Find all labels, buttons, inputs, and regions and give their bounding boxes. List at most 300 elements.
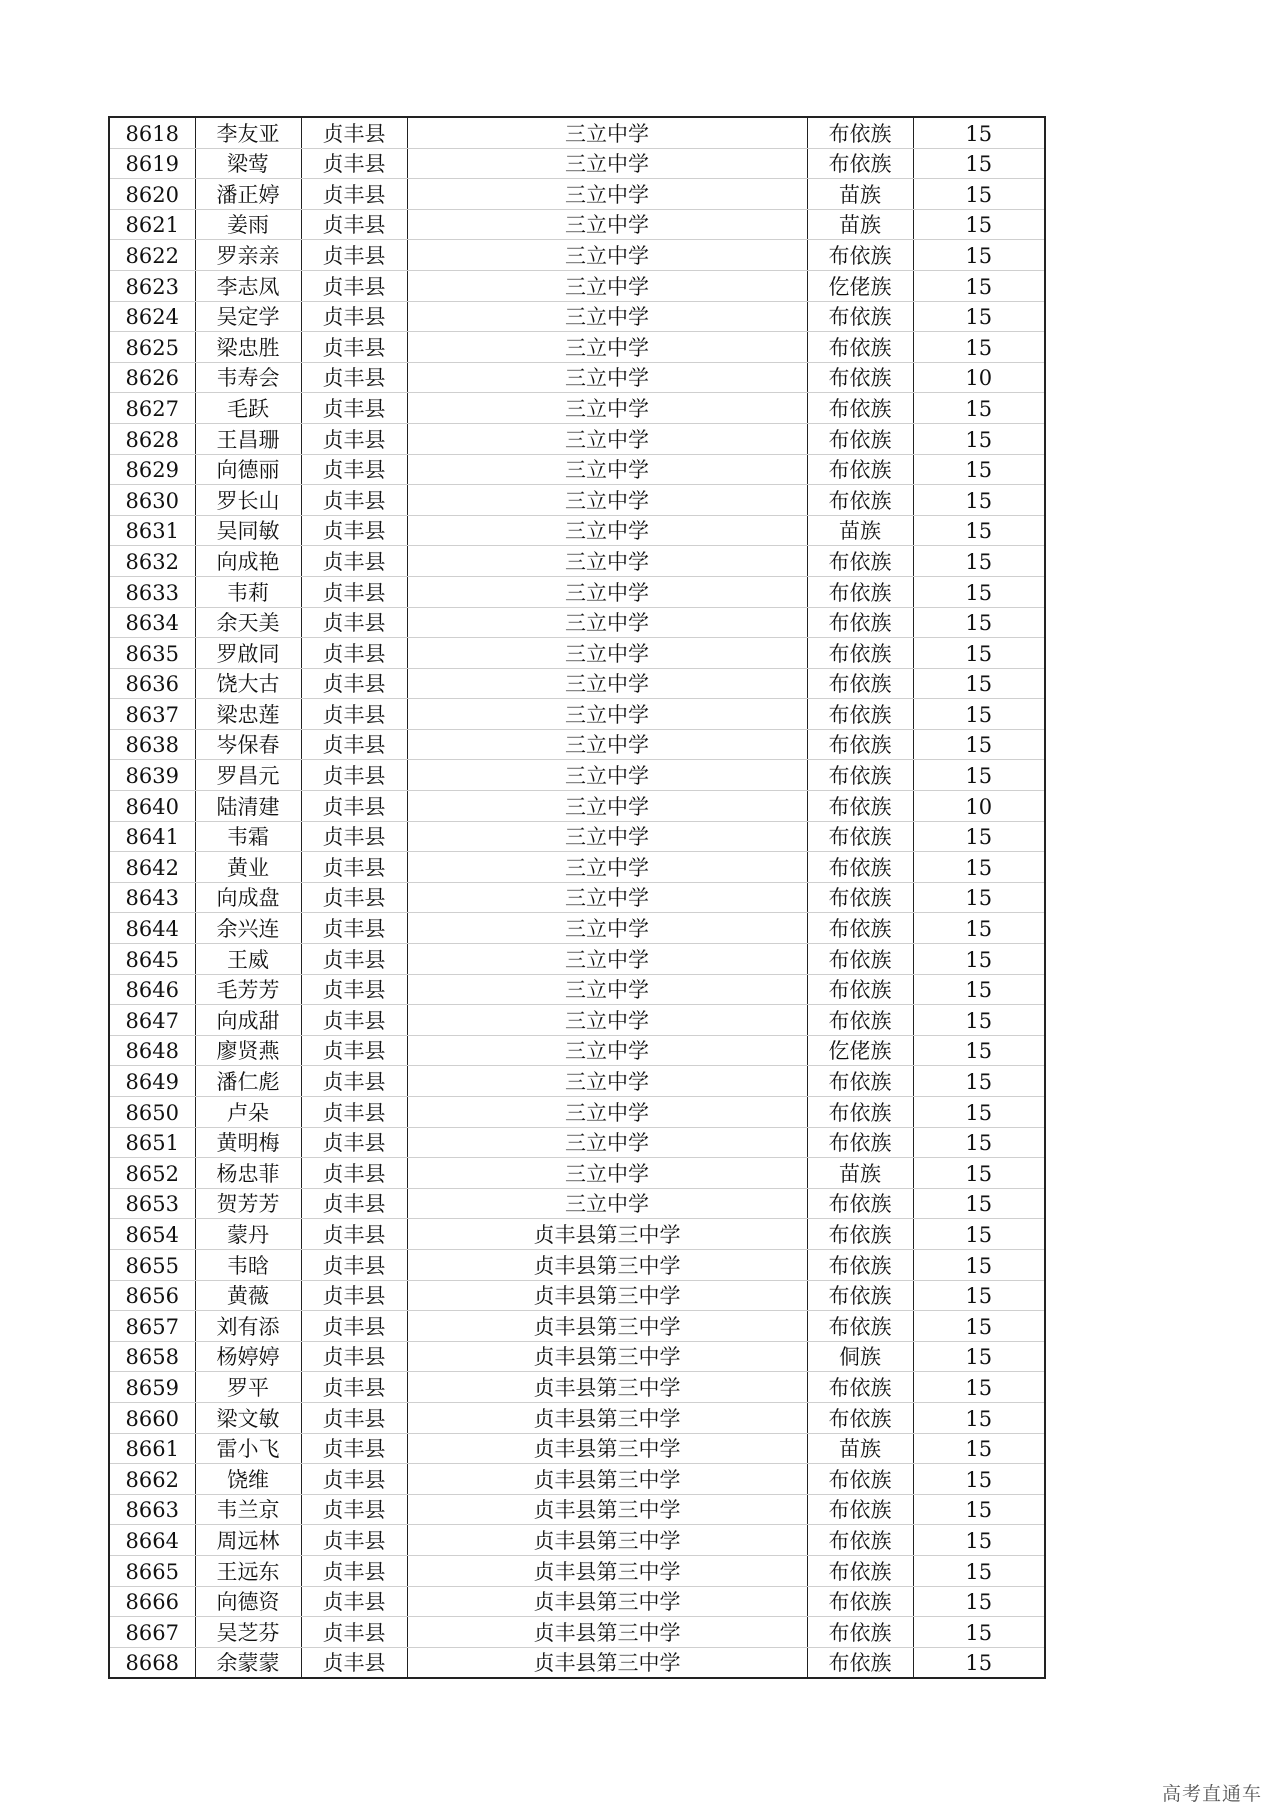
table-row <box>109 1586 1045 1617</box>
county-cell: 贞丰县 <box>301 638 407 669</box>
school-cell: 贞丰县第三中学 <box>407 1372 807 1403</box>
school-cell: 三立中学 <box>407 332 807 363</box>
row-number-cell: 8642 <box>109 852 195 883</box>
row-number-cell: 8632 <box>109 546 195 577</box>
ethnicity-cell: 苗族 <box>807 209 913 240</box>
student-name-cell: 韦兰京 <box>195 1494 301 1525</box>
school-cell: 贞丰县第三中学 <box>407 1311 807 1342</box>
ethnicity-cell: 布依族 <box>807 1372 913 1403</box>
student-name-cell: 杨忠菲 <box>195 1158 301 1189</box>
school-cell: 三立中学 <box>407 944 807 975</box>
ethnicity-cell: 布依族 <box>807 913 913 944</box>
score-cell: 15 <box>913 423 1045 454</box>
row-number-cell: 8619 <box>109 148 195 179</box>
student-list-table <box>108 116 1046 1679</box>
school-cell: 三立中学 <box>407 1158 807 1189</box>
county-cell: 贞丰县 <box>301 699 407 730</box>
row-number-cell: 8621 <box>109 209 195 240</box>
school-cell: 三立中学 <box>407 821 807 852</box>
table-row <box>109 1005 1045 1036</box>
table-row <box>109 944 1045 975</box>
score-cell: 15 <box>913 607 1045 638</box>
score-cell: 15 <box>913 515 1045 546</box>
county-cell: 贞丰县 <box>301 1158 407 1189</box>
row-number-cell: 8644 <box>109 913 195 944</box>
school-cell: 三立中学 <box>407 607 807 638</box>
ethnicity-cell: 布依族 <box>807 1494 913 1525</box>
score-cell: 15 <box>913 1372 1045 1403</box>
ethnicity-cell: 布依族 <box>807 699 913 730</box>
ethnicity-cell: 布依族 <box>807 729 913 760</box>
table-row <box>109 1249 1045 1280</box>
ethnicity-cell: 布依族 <box>807 1464 913 1495</box>
county-cell: 贞丰县 <box>301 209 407 240</box>
county-cell: 贞丰县 <box>301 1647 407 1678</box>
row-number-cell: 8643 <box>109 882 195 913</box>
ethnicity-cell: 布依族 <box>807 1617 913 1648</box>
county-cell: 贞丰县 <box>301 1525 407 1556</box>
school-cell: 三立中学 <box>407 515 807 546</box>
ethnicity-cell: 布依族 <box>807 607 913 638</box>
county-cell: 贞丰县 <box>301 301 407 332</box>
ethnicity-cell: 布依族 <box>807 1219 913 1250</box>
student-name-cell: 吴芝芬 <box>195 1617 301 1648</box>
student-name-cell: 王威 <box>195 944 301 975</box>
row-number-cell: 8631 <box>109 515 195 546</box>
score-cell: 15 <box>913 454 1045 485</box>
school-cell: 贞丰县第三中学 <box>407 1433 807 1464</box>
score-cell: 15 <box>913 1494 1045 1525</box>
student-name-cell: 黄业 <box>195 852 301 883</box>
student-name-cell: 向德资 <box>195 1586 301 1617</box>
student-name-cell: 梁忠莲 <box>195 699 301 730</box>
table-row <box>109 1433 1045 1464</box>
row-number-cell: 8622 <box>109 240 195 271</box>
ethnicity-cell: 布依族 <box>807 821 913 852</box>
ethnicity-cell: 布依族 <box>807 332 913 363</box>
student-name-cell: 杨婷婷 <box>195 1341 301 1372</box>
county-cell: 贞丰县 <box>301 1586 407 1617</box>
table-row <box>109 1402 1045 1433</box>
student-name-cell: 韦霜 <box>195 821 301 852</box>
table-row <box>109 638 1045 669</box>
ethnicity-cell: 布依族 <box>807 1249 913 1280</box>
student-name-cell: 韦莉 <box>195 576 301 607</box>
student-name-cell: 毛芳芳 <box>195 974 301 1005</box>
ethnicity-cell: 布依族 <box>807 1311 913 1342</box>
county-cell: 贞丰县 <box>301 393 407 424</box>
score-cell: 15 <box>913 546 1045 577</box>
county-cell: 贞丰县 <box>301 1433 407 1464</box>
school-cell: 三立中学 <box>407 791 807 822</box>
ethnicity-cell: 布依族 <box>807 1005 913 1036</box>
student-name-cell: 黄薇 <box>195 1280 301 1311</box>
score-cell: 15 <box>913 944 1045 975</box>
student-name-cell: 罗昌元 <box>195 760 301 791</box>
row-number-cell: 8650 <box>109 1097 195 1128</box>
county-cell: 贞丰县 <box>301 423 407 454</box>
student-name-cell: 刘有添 <box>195 1311 301 1342</box>
ethnicity-cell: 仡佬族 <box>807 1035 913 1066</box>
table-row <box>109 1341 1045 1372</box>
table-row <box>109 607 1045 638</box>
county-cell: 贞丰县 <box>301 546 407 577</box>
student-name-cell: 韦寿会 <box>195 362 301 393</box>
table-row <box>109 1035 1045 1066</box>
table-row <box>109 423 1045 454</box>
school-cell: 三立中学 <box>407 1188 807 1219</box>
row-number-cell: 8634 <box>109 607 195 638</box>
row-number-cell: 8663 <box>109 1494 195 1525</box>
ethnicity-cell: 苗族 <box>807 1433 913 1464</box>
school-cell: 三立中学 <box>407 1035 807 1066</box>
ethnicity-cell: 布依族 <box>807 974 913 1005</box>
school-cell: 三立中学 <box>407 760 807 791</box>
ethnicity-cell: 布依族 <box>807 1402 913 1433</box>
ethnicity-cell: 布依族 <box>807 791 913 822</box>
table-row <box>109 179 1045 210</box>
ethnicity-cell: 布依族 <box>807 148 913 179</box>
score-cell: 15 <box>913 1586 1045 1617</box>
score-cell: 15 <box>913 332 1045 363</box>
school-cell: 三立中学 <box>407 913 807 944</box>
student-name-cell: 潘仁彪 <box>195 1066 301 1097</box>
row-number-cell: 8649 <box>109 1066 195 1097</box>
score-cell: 15 <box>913 699 1045 730</box>
ethnicity-cell: 布依族 <box>807 852 913 883</box>
score-cell: 15 <box>913 1097 1045 1128</box>
school-cell: 三立中学 <box>407 729 807 760</box>
ethnicity-cell: 布依族 <box>807 882 913 913</box>
table-row <box>109 1372 1045 1403</box>
ethnicity-cell: 布依族 <box>807 760 913 791</box>
school-cell: 三立中学 <box>407 974 807 1005</box>
county-cell: 贞丰县 <box>301 1097 407 1128</box>
ethnicity-cell: 布依族 <box>807 1525 913 1556</box>
score-cell: 15 <box>913 638 1045 669</box>
county-cell: 贞丰县 <box>301 607 407 638</box>
row-number-cell: 8651 <box>109 1127 195 1158</box>
school-cell: 贞丰县第三中学 <box>407 1494 807 1525</box>
county-cell: 贞丰县 <box>301 485 407 516</box>
score-cell: 15 <box>913 270 1045 301</box>
school-cell: 三立中学 <box>407 454 807 485</box>
score-cell: 15 <box>913 974 1045 1005</box>
student-name-cell: 贺芳芳 <box>195 1188 301 1219</box>
table-row <box>109 1311 1045 1342</box>
student-name-cell: 李友亚 <box>195 117 301 148</box>
student-name-cell: 卢朵 <box>195 1097 301 1128</box>
school-cell: 三立中学 <box>407 576 807 607</box>
ethnicity-cell: 布依族 <box>807 576 913 607</box>
ethnicity-cell: 布依族 <box>807 485 913 516</box>
school-cell: 三立中学 <box>407 301 807 332</box>
county-cell: 贞丰县 <box>301 1617 407 1648</box>
ethnicity-cell: 苗族 <box>807 179 913 210</box>
school-cell: 三立中学 <box>407 485 807 516</box>
student-name-cell: 王昌珊 <box>195 423 301 454</box>
table-row <box>109 576 1045 607</box>
county-cell: 贞丰县 <box>301 1402 407 1433</box>
row-number-cell: 8640 <box>109 791 195 822</box>
student-name-cell: 李志凤 <box>195 270 301 301</box>
ethnicity-cell: 布依族 <box>807 1647 913 1678</box>
county-cell: 贞丰县 <box>301 821 407 852</box>
student-name-cell: 廖贤燕 <box>195 1035 301 1066</box>
table-row <box>109 974 1045 1005</box>
row-number-cell: 8655 <box>109 1249 195 1280</box>
table-row <box>109 821 1045 852</box>
table-row <box>109 270 1045 301</box>
score-cell: 10 <box>913 791 1045 822</box>
student-name-cell: 周远林 <box>195 1525 301 1556</box>
county-cell: 贞丰县 <box>301 515 407 546</box>
row-number-cell: 8647 <box>109 1005 195 1036</box>
table-row <box>109 240 1045 271</box>
row-number-cell: 8668 <box>109 1647 195 1678</box>
table-row <box>109 209 1045 240</box>
score-cell: 15 <box>913 1433 1045 1464</box>
table-row <box>109 913 1045 944</box>
row-number-cell: 8638 <box>109 729 195 760</box>
school-cell: 三立中学 <box>407 1127 807 1158</box>
row-number-cell: 8637 <box>109 699 195 730</box>
row-number-cell: 8661 <box>109 1433 195 1464</box>
school-cell: 三立中学 <box>407 362 807 393</box>
ethnicity-cell: 布依族 <box>807 638 913 669</box>
county-cell: 贞丰县 <box>301 1188 407 1219</box>
table-row <box>109 117 1045 148</box>
table-row <box>109 1127 1045 1158</box>
table-row <box>109 791 1045 822</box>
score-cell: 15 <box>913 576 1045 607</box>
score-cell: 15 <box>913 913 1045 944</box>
row-number-cell: 8620 <box>109 179 195 210</box>
county-cell: 贞丰县 <box>301 1066 407 1097</box>
table-row <box>109 301 1045 332</box>
row-number-cell: 8659 <box>109 1372 195 1403</box>
score-cell: 15 <box>913 729 1045 760</box>
score-cell: 15 <box>913 179 1045 210</box>
table-row <box>109 515 1045 546</box>
ethnicity-cell: 布依族 <box>807 1586 913 1617</box>
table-row <box>109 668 1045 699</box>
row-number-cell: 8660 <box>109 1402 195 1433</box>
county-cell: 贞丰县 <box>301 332 407 363</box>
table-row <box>109 362 1045 393</box>
county-cell: 贞丰县 <box>301 117 407 148</box>
student-name-cell: 姜雨 <box>195 209 301 240</box>
county-cell: 贞丰县 <box>301 668 407 699</box>
score-cell: 15 <box>913 668 1045 699</box>
row-number-cell: 8656 <box>109 1280 195 1311</box>
student-name-cell: 罗长山 <box>195 485 301 516</box>
student-name-cell: 吴同敏 <box>195 515 301 546</box>
ethnicity-cell: 布依族 <box>807 668 913 699</box>
table-row <box>109 546 1045 577</box>
student-name-cell: 梁文敏 <box>195 1402 301 1433</box>
county-cell: 贞丰县 <box>301 1341 407 1372</box>
row-number-cell: 8626 <box>109 362 195 393</box>
row-number-cell: 8662 <box>109 1464 195 1495</box>
county-cell: 贞丰县 <box>301 1464 407 1495</box>
county-cell: 贞丰县 <box>301 760 407 791</box>
row-number-cell: 8653 <box>109 1188 195 1219</box>
student-name-cell: 余蒙蒙 <box>195 1647 301 1678</box>
school-cell: 贞丰县第三中学 <box>407 1525 807 1556</box>
row-number-cell: 8646 <box>109 974 195 1005</box>
score-cell: 15 <box>913 1249 1045 1280</box>
score-cell: 15 <box>913 1127 1045 1158</box>
student-name-cell: 黄明梅 <box>195 1127 301 1158</box>
table-row <box>109 699 1045 730</box>
county-cell: 贞丰县 <box>301 882 407 913</box>
county-cell: 贞丰县 <box>301 1219 407 1250</box>
school-cell: 三立中学 <box>407 1005 807 1036</box>
score-cell: 15 <box>913 1005 1045 1036</box>
county-cell: 贞丰县 <box>301 270 407 301</box>
score-cell: 15 <box>913 760 1045 791</box>
school-cell: 三立中学 <box>407 393 807 424</box>
score-cell: 10 <box>913 362 1045 393</box>
school-cell: 三立中学 <box>407 852 807 883</box>
score-cell: 15 <box>913 1219 1045 1250</box>
score-cell: 15 <box>913 1402 1045 1433</box>
score-cell: 15 <box>913 1464 1045 1495</box>
row-number-cell: 8654 <box>109 1219 195 1250</box>
county-cell: 贞丰县 <box>301 1494 407 1525</box>
score-cell: 15 <box>913 209 1045 240</box>
student-name-cell: 罗平 <box>195 1372 301 1403</box>
student-name-cell: 岑保春 <box>195 729 301 760</box>
row-number-cell: 8629 <box>109 454 195 485</box>
row-number-cell: 8664 <box>109 1525 195 1556</box>
ethnicity-cell: 布依族 <box>807 546 913 577</box>
student-name-cell: 饶维 <box>195 1464 301 1495</box>
score-cell: 15 <box>913 1066 1045 1097</box>
table-row <box>109 148 1045 179</box>
score-cell: 15 <box>913 1035 1045 1066</box>
county-cell: 贞丰县 <box>301 1372 407 1403</box>
row-number-cell: 8625 <box>109 332 195 363</box>
school-cell: 三立中学 <box>407 240 807 271</box>
table-row <box>109 1494 1045 1525</box>
table-row <box>109 729 1045 760</box>
school-cell: 贞丰县第三中学 <box>407 1219 807 1250</box>
student-name-cell: 梁莺 <box>195 148 301 179</box>
table-row <box>109 1188 1045 1219</box>
row-number-cell: 8636 <box>109 668 195 699</box>
ethnicity-cell: 侗族 <box>807 1341 913 1372</box>
ethnicity-cell: 布依族 <box>807 1066 913 1097</box>
school-cell: 贞丰县第三中学 <box>407 1464 807 1495</box>
ethnicity-cell: 布依族 <box>807 393 913 424</box>
table-row <box>109 882 1045 913</box>
student-name-cell: 韦晗 <box>195 1249 301 1280</box>
row-number-cell: 8657 <box>109 1311 195 1342</box>
row-number-cell: 8635 <box>109 638 195 669</box>
ethnicity-cell: 布依族 <box>807 1188 913 1219</box>
school-cell: 三立中学 <box>407 270 807 301</box>
student-name-cell: 吴定学 <box>195 301 301 332</box>
score-cell: 15 <box>913 1617 1045 1648</box>
school-cell: 三立中学 <box>407 209 807 240</box>
county-cell: 贞丰县 <box>301 1311 407 1342</box>
table-row <box>109 1617 1045 1648</box>
score-cell: 15 <box>913 393 1045 424</box>
school-cell: 贞丰县第三中学 <box>407 1617 807 1648</box>
ethnicity-cell: 布依族 <box>807 944 913 975</box>
student-name-cell: 王远东 <box>195 1555 301 1586</box>
county-cell: 贞丰县 <box>301 1280 407 1311</box>
table-row <box>109 1097 1045 1128</box>
table-row <box>109 1066 1045 1097</box>
score-cell: 15 <box>913 1647 1045 1678</box>
score-cell: 15 <box>913 882 1045 913</box>
school-cell: 贞丰县第三中学 <box>407 1555 807 1586</box>
row-number-cell: 8639 <box>109 760 195 791</box>
row-number-cell: 8665 <box>109 1555 195 1586</box>
county-cell: 贞丰县 <box>301 729 407 760</box>
ethnicity-cell: 布依族 <box>807 1097 913 1128</box>
school-cell: 三立中学 <box>407 699 807 730</box>
ethnicity-cell: 布依族 <box>807 301 913 332</box>
ethnicity-cell: 布依族 <box>807 454 913 485</box>
county-cell: 贞丰县 <box>301 362 407 393</box>
table-row <box>109 1280 1045 1311</box>
school-cell: 贞丰县第三中学 <box>407 1586 807 1617</box>
row-number-cell: 8667 <box>109 1617 195 1648</box>
county-cell: 贞丰县 <box>301 1249 407 1280</box>
county-cell: 贞丰县 <box>301 454 407 485</box>
score-cell: 15 <box>913 485 1045 516</box>
school-cell: 三立中学 <box>407 668 807 699</box>
watermark-text: 高考直通车 <box>1161 1783 1262 1805</box>
county-cell: 贞丰县 <box>301 179 407 210</box>
student-name-cell: 毛跃 <box>195 393 301 424</box>
student-name-cell: 蒙丹 <box>195 1219 301 1250</box>
table-row <box>109 1219 1045 1250</box>
table-row <box>109 332 1045 363</box>
county-cell: 贞丰县 <box>301 913 407 944</box>
row-number-cell: 8641 <box>109 821 195 852</box>
table-row <box>109 393 1045 424</box>
school-cell: 贞丰县第三中学 <box>407 1402 807 1433</box>
table-row <box>109 485 1045 516</box>
table-row <box>109 852 1045 883</box>
school-cell: 三立中学 <box>407 148 807 179</box>
student-name-cell: 陆清建 <box>195 791 301 822</box>
county-cell: 贞丰县 <box>301 576 407 607</box>
table-row <box>109 760 1045 791</box>
school-cell: 三立中学 <box>407 179 807 210</box>
row-number-cell: 8618 <box>109 117 195 148</box>
county-cell: 贞丰县 <box>301 1555 407 1586</box>
county-cell: 贞丰县 <box>301 974 407 1005</box>
county-cell: 贞丰县 <box>301 852 407 883</box>
county-cell: 贞丰县 <box>301 240 407 271</box>
score-cell: 15 <box>913 1158 1045 1189</box>
school-cell: 贞丰县第三中学 <box>407 1249 807 1280</box>
row-number-cell: 8630 <box>109 485 195 516</box>
row-number-cell: 8624 <box>109 301 195 332</box>
row-number-cell: 8627 <box>109 393 195 424</box>
county-cell: 贞丰县 <box>301 1127 407 1158</box>
student-name-cell: 雷小飞 <box>195 1433 301 1464</box>
student-name-cell: 向成甜 <box>195 1005 301 1036</box>
student-name-cell: 潘正婷 <box>195 179 301 210</box>
school-cell: 三立中学 <box>407 117 807 148</box>
